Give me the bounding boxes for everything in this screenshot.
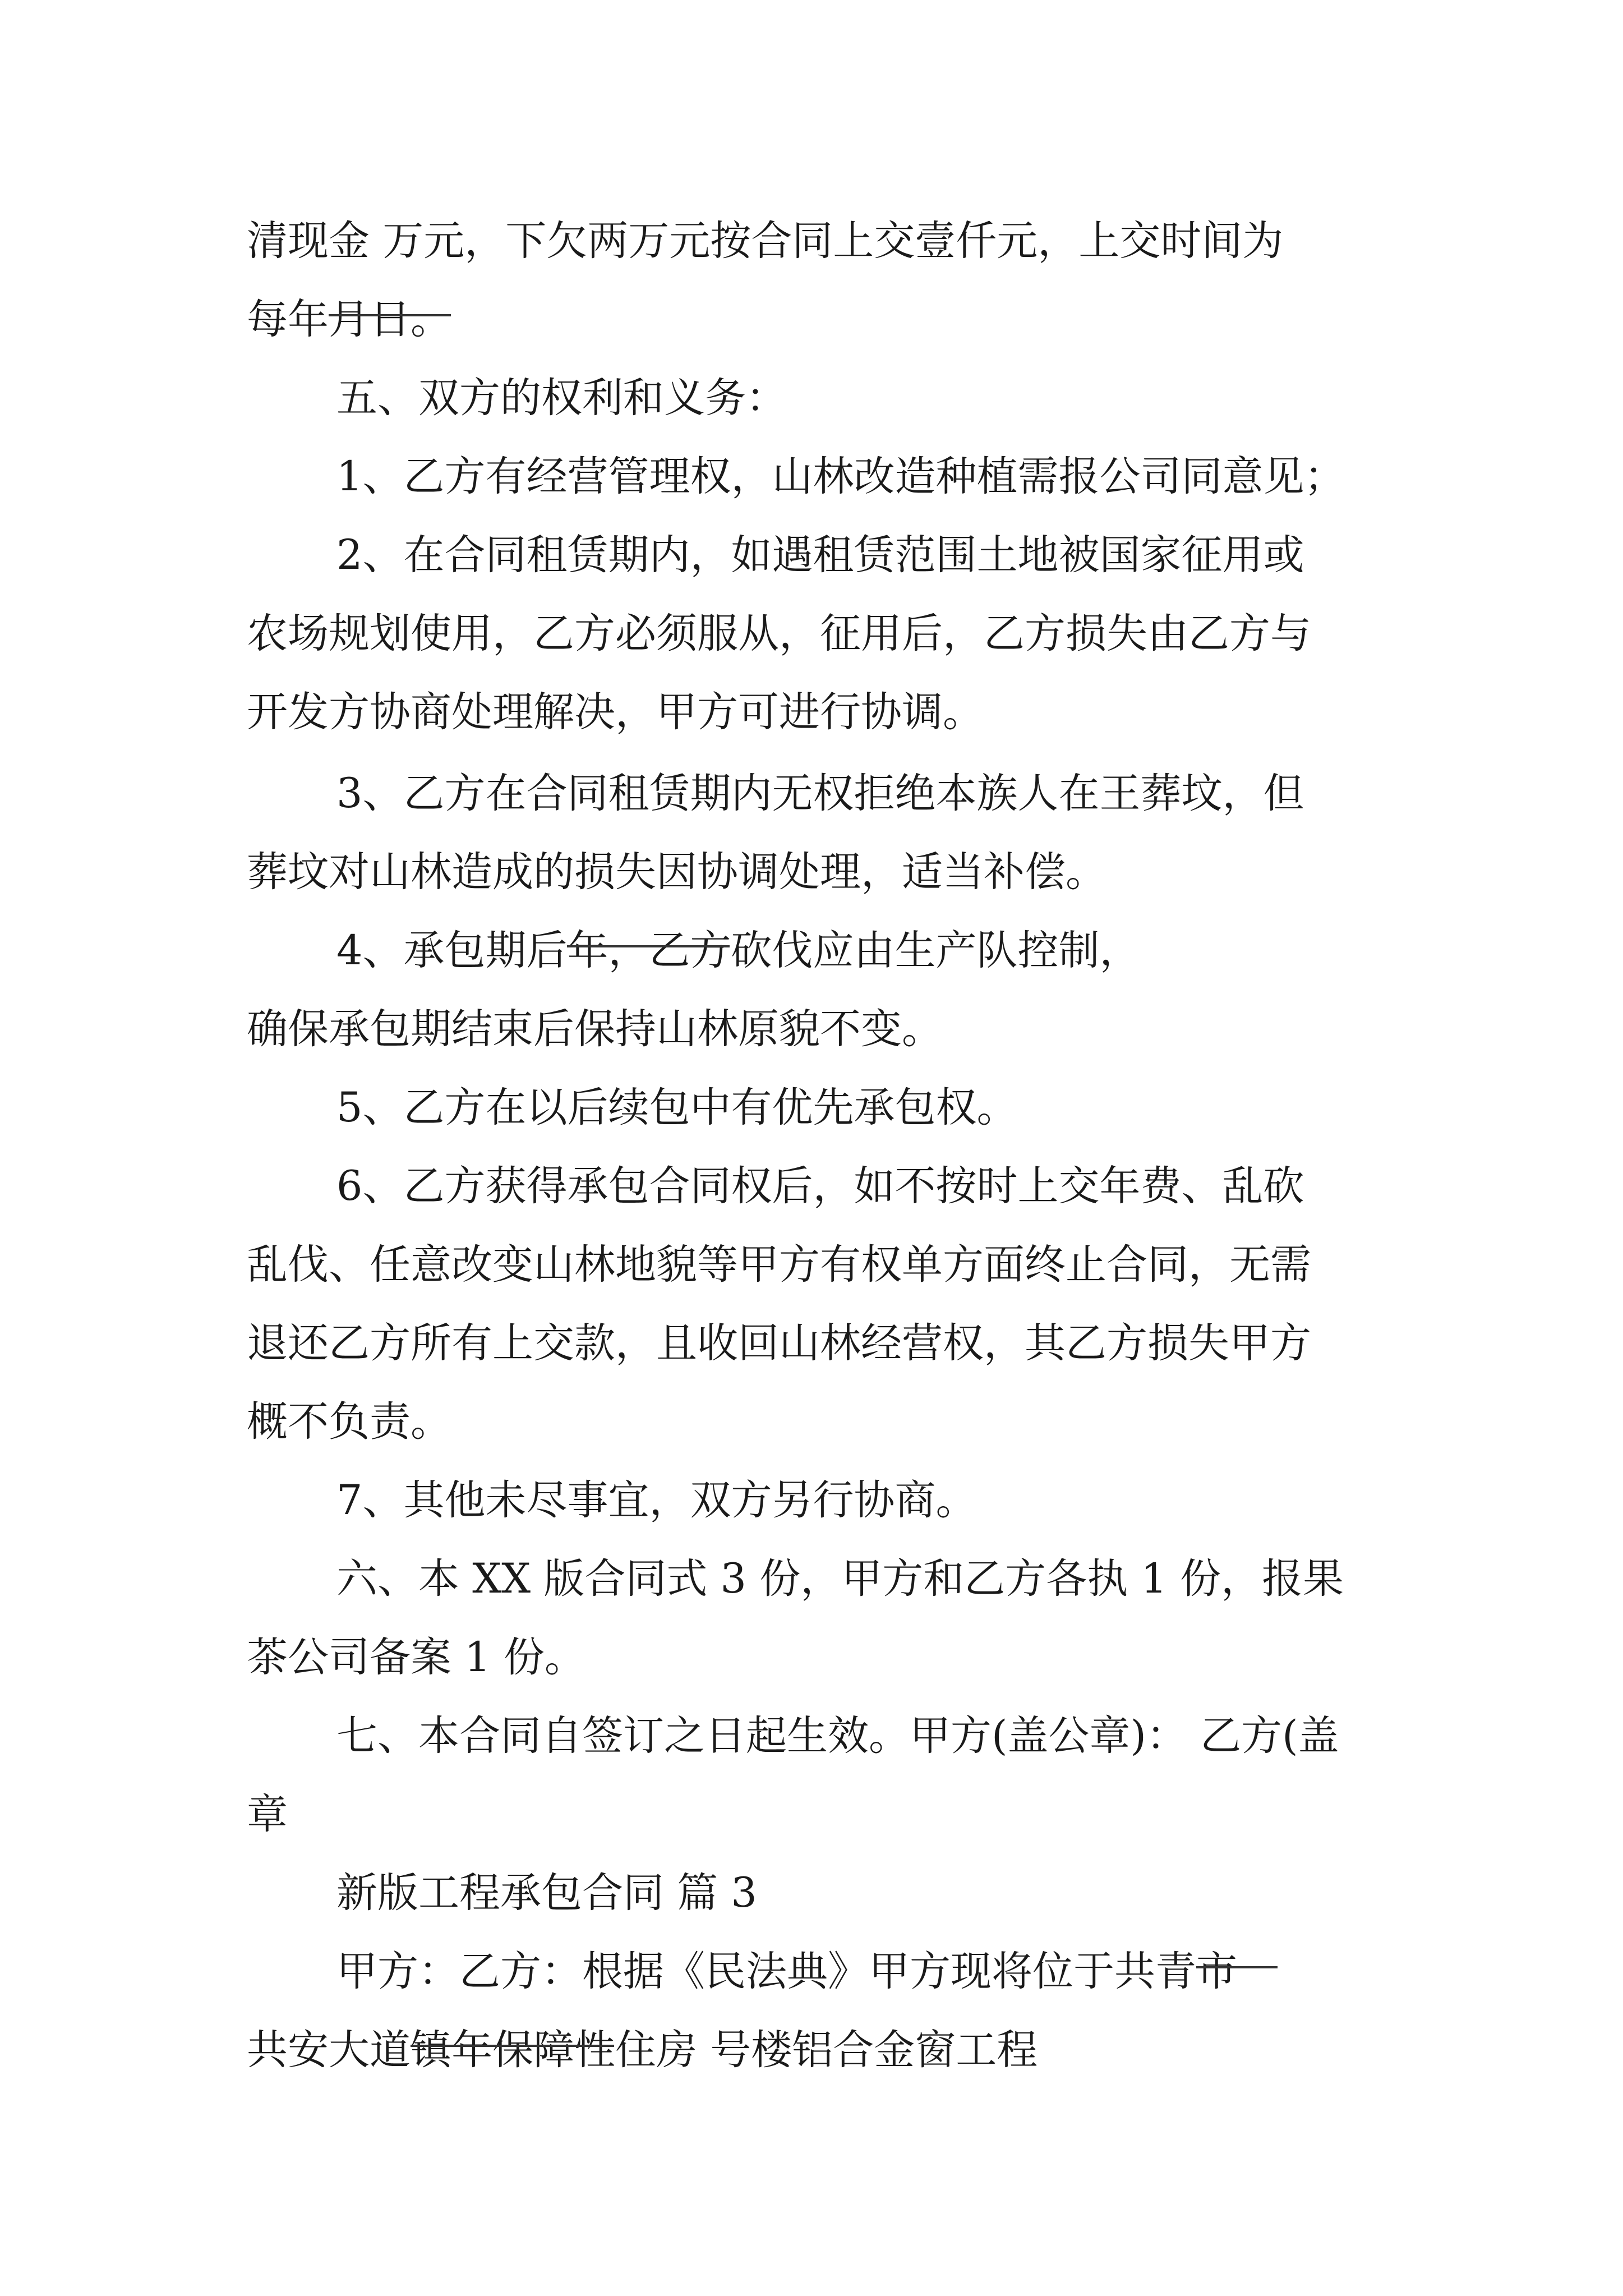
line-text: 甲方：乙方：根据《民法典》甲方现将位于共青 xyxy=(336,1948,1196,1995)
text-line xyxy=(0,754,1623,833)
text-line xyxy=(0,438,1623,516)
text-line xyxy=(0,1932,1623,2011)
line-text: 市 xyxy=(1196,1948,1237,1995)
line-text: 年保障性住房 号楼铝合金窗工程 xyxy=(451,2026,1038,2074)
item-number: 5、 xyxy=(336,1084,404,1131)
line-text: 六、本 XX 版合同式 3 份，甲方和乙方各执 1 份，报果 xyxy=(336,1555,1344,1603)
line-text: 承包期后 xyxy=(403,927,568,974)
text-line xyxy=(0,1069,1623,1147)
text-line xyxy=(0,1147,1623,1226)
line-text: 镇 xyxy=(411,2026,451,2074)
fill-in-blank xyxy=(370,280,451,316)
line-text: 新版工程承包合同 篇 3 xyxy=(336,1869,757,1917)
line-text: 月 xyxy=(329,296,370,343)
text-line xyxy=(0,912,1623,990)
fill-in-blank xyxy=(567,912,730,947)
line-text: 1、乙方有经营管理权，山林改造种植需报公司同意见； xyxy=(336,453,1345,500)
text-line xyxy=(0,1461,1623,1540)
line-text: 乙方获得承包合同权后，如不按时上交年费、乱砍 xyxy=(403,1162,1304,1210)
line-text: 乙方在合同租赁期内无权拒绝本族人在王葬坟，但 xyxy=(403,770,1304,817)
line-text: 葬坟对山林造成的损失因协调处理，适当补偿。 xyxy=(247,848,1106,896)
text-line xyxy=(0,595,1623,673)
text-line xyxy=(0,1775,1623,1854)
text-line xyxy=(0,1304,1623,1383)
line-text: 确保承包期结束后保持山林原貌不变。 xyxy=(247,1005,943,1053)
section-heading xyxy=(0,359,1623,438)
line-text: 共安大道 xyxy=(247,2026,411,2074)
text-line xyxy=(0,1226,1623,1304)
item-number: 7、 xyxy=(336,1476,404,1524)
line-text: 章 xyxy=(247,1791,288,1838)
text-line xyxy=(0,1618,1623,1697)
item-number: 6、 xyxy=(336,1162,404,1210)
text-line xyxy=(0,2011,1623,2090)
line-text: 农场规划使用，乙方必须服从，征用后，乙方损失由乙方与 xyxy=(247,610,1311,657)
line-text: 退还乙方所有上交款，且收回山林经营权，其乙方损失甲方 xyxy=(247,1319,1311,1367)
line-text: 乱伐、任意改变山林地貌等甲方有权单方面终止合同，无需 xyxy=(247,1241,1311,1289)
section-heading xyxy=(0,1697,1623,1775)
line-text: 概不负责。 xyxy=(247,1398,451,1446)
section-heading xyxy=(0,1540,1623,1618)
line-text: 日。 xyxy=(370,296,451,343)
line-text: 其他未尽事宜，双方另行协商。 xyxy=(403,1476,977,1524)
text-line xyxy=(0,990,1623,1069)
item-number: 2、 xyxy=(336,531,404,579)
line-text: 七、本合同自签订之日起生效。甲方(盖公章)： 乙方(盖 xyxy=(336,1712,1339,1760)
line-text: 开发方协商处理解决，甲方可进行协调。 xyxy=(247,688,984,736)
line-text: 年，乙方砍伐应由生产队控制， xyxy=(567,927,1141,974)
text-line xyxy=(0,673,1623,752)
text-line xyxy=(0,833,1623,912)
text-line xyxy=(0,516,1623,595)
line-text: 清现金 万元，下欠两万元按合同上交壹仟元，上交时间为 xyxy=(247,217,1284,265)
text-line xyxy=(0,1383,1623,1461)
document-title xyxy=(0,1854,1623,1932)
item-number: 3、 xyxy=(336,770,404,817)
text-line xyxy=(0,280,1623,359)
fill-in-blank xyxy=(1196,1932,1278,1968)
item-number: 4、 xyxy=(336,927,404,974)
line-text: 在合同租赁期内，如遇租赁范围土地被国家征用或 xyxy=(403,531,1304,579)
line-text: 每年 xyxy=(247,296,329,343)
fill-in-blank xyxy=(451,2011,614,2047)
line-text: 茶公司备案 1 份。 xyxy=(247,1634,585,1681)
line-text: 乙方在以后续包中有优先承包权。 xyxy=(403,1084,1018,1131)
line-text: 五、双方的权利和义务： xyxy=(336,374,787,422)
text-line xyxy=(0,202,1623,280)
